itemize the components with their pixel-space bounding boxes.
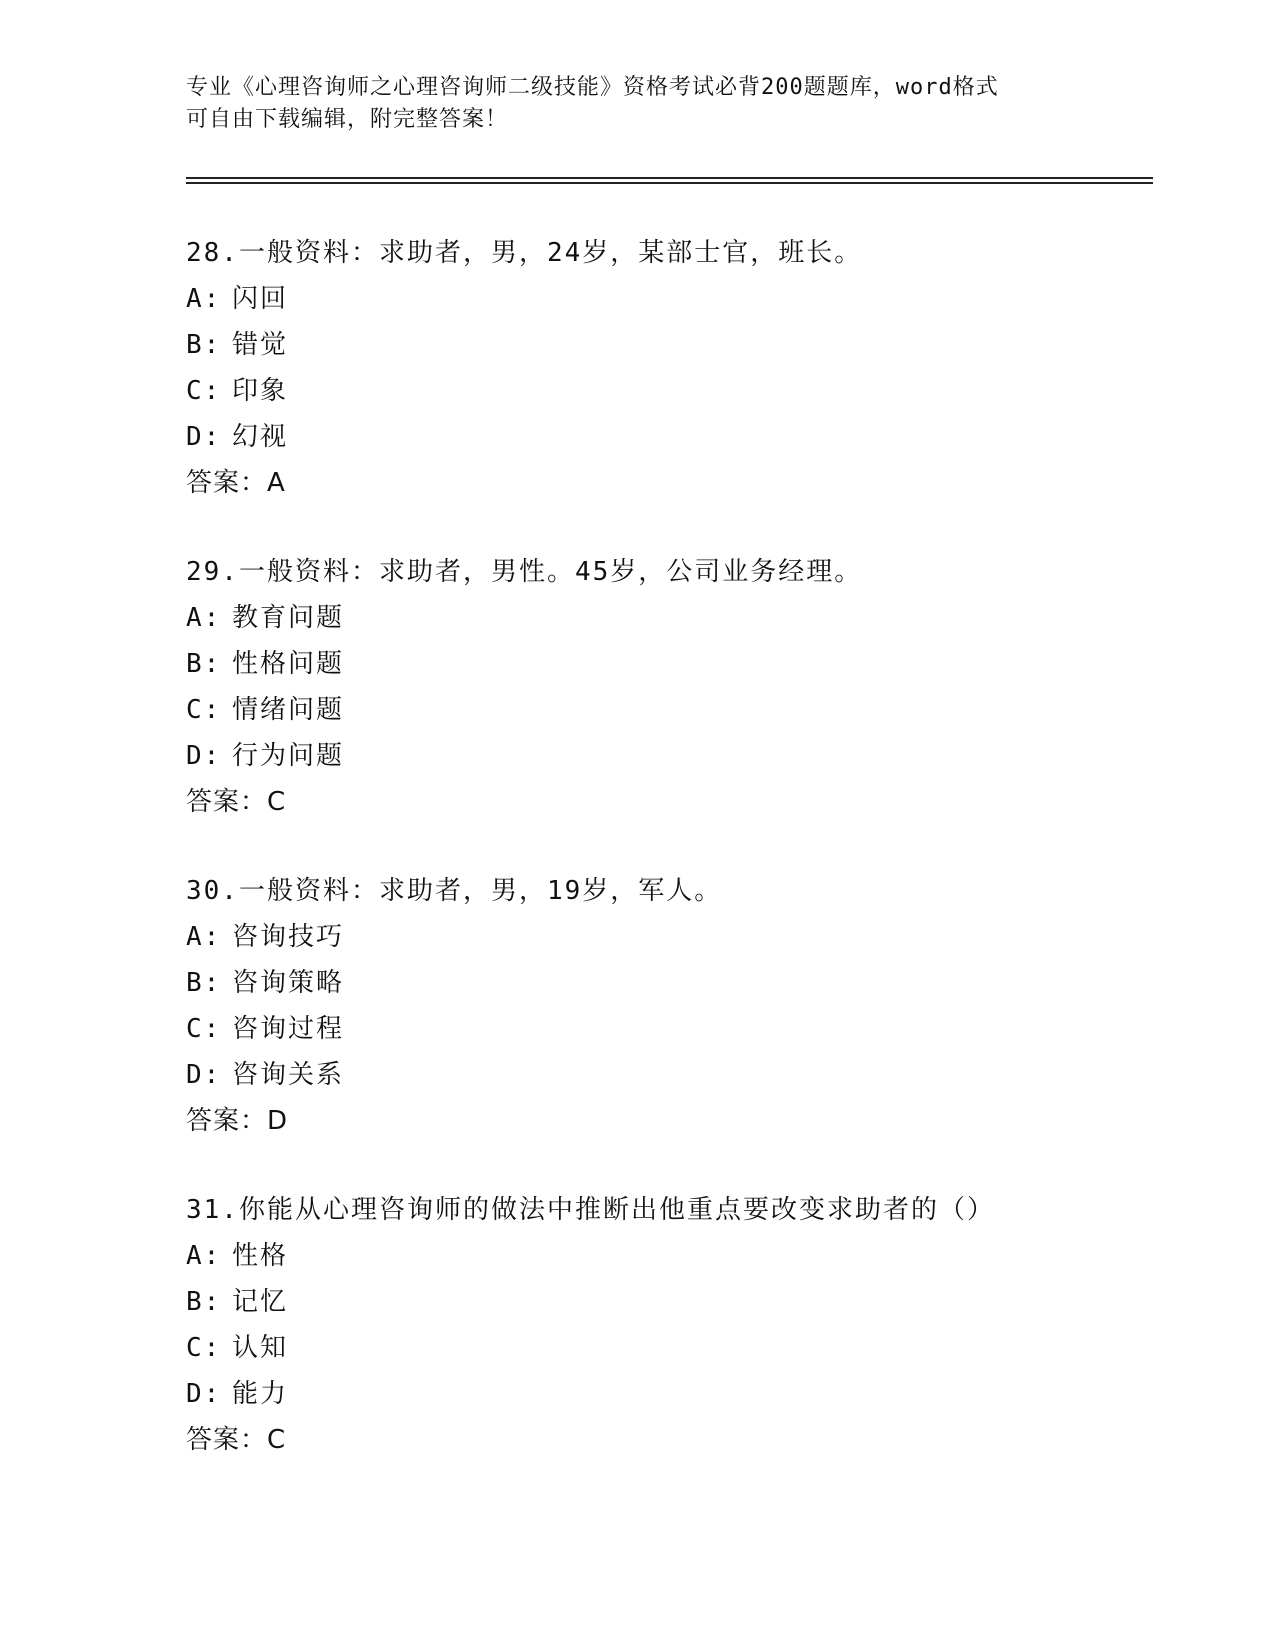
header-line-2: 可自由下载编辑，附完整答案！ — [186, 107, 509, 132]
option-letter: C: — [186, 695, 222, 725]
option-b — [186, 960, 1146, 1006]
option-text: 咨询技巧 — [232, 922, 345, 952]
answer-line: 答案：A — [186, 468, 286, 498]
option-text: 能力 — [232, 1379, 289, 1409]
option-text: 印象 — [232, 376, 289, 406]
option-text: 错觉 — [232, 330, 289, 360]
option-text: 教育问题 — [232, 603, 345, 633]
option-letter: B: — [186, 649, 222, 679]
option-d — [186, 1371, 1146, 1417]
option-c — [186, 1325, 1146, 1371]
option-d — [186, 414, 1146, 460]
option-text: 咨询过程 — [232, 1014, 345, 1044]
option-text: 性格 — [232, 1241, 289, 1271]
option-letter: D: — [186, 1060, 222, 1090]
option-text: 咨询策略 — [232, 968, 345, 998]
option-d — [186, 733, 1146, 779]
option-letter: A: — [186, 284, 222, 314]
question-stem: 29.一般资料：求助者，男性。45岁，公司业务经理。 — [186, 557, 863, 587]
question-stem: 28.一般资料：求助者，男，24岁，某部士官，班长。 — [186, 238, 863, 268]
question-30 — [186, 868, 1146, 1144]
option-a — [186, 1233, 1146, 1279]
option-text: 幻视 — [232, 422, 289, 452]
document-header — [186, 72, 1086, 136]
option-text: 性格问题 — [232, 649, 345, 679]
option-letter: D: — [186, 1379, 222, 1409]
option-letter: A: — [186, 1241, 222, 1271]
answer-line: 答案：C — [186, 1425, 287, 1455]
question-stem: 31.你能从心理咨询师的做法中推断出他重点要改变求助者的（） — [186, 1195, 995, 1225]
option-text: 情绪问题 — [232, 695, 345, 725]
option-b — [186, 641, 1146, 687]
option-letter: A: — [186, 603, 222, 633]
option-c — [186, 368, 1146, 414]
option-text: 闪回 — [232, 284, 289, 314]
question-29 — [186, 549, 1146, 825]
option-letter: D: — [186, 422, 222, 452]
option-b — [186, 322, 1146, 368]
option-text: 记忆 — [232, 1287, 289, 1317]
option-letter: B: — [186, 1287, 222, 1317]
option-a — [186, 595, 1146, 641]
option-a — [186, 276, 1146, 322]
header-line-1: 专业《心理咨询师之心理咨询师二级技能》资格考试必背200题题库，word格式 — [186, 75, 999, 100]
question-28 — [186, 230, 1146, 506]
option-b — [186, 1279, 1146, 1325]
option-letter: C: — [186, 1333, 222, 1363]
option-text: 咨询关系 — [232, 1060, 345, 1090]
answer-line: 答案：C — [186, 787, 287, 817]
option-letter: A: — [186, 922, 222, 952]
option-text: 行为问题 — [232, 741, 345, 771]
answer-line: 答案：D — [186, 1106, 289, 1136]
option-a — [186, 914, 1146, 960]
option-d — [186, 1052, 1146, 1098]
option-letter: C: — [186, 1014, 222, 1044]
option-c — [186, 687, 1146, 733]
option-letter: B: — [186, 330, 222, 360]
header-divider-bottom — [186, 182, 1153, 184]
option-letter: B: — [186, 968, 222, 998]
option-text: 认知 — [232, 1333, 289, 1363]
question-31 — [186, 1187, 1146, 1463]
header-divider-top — [186, 177, 1153, 179]
question-stem: 30.一般资料：求助者，男，19岁，军人。 — [186, 876, 723, 906]
option-letter: D: — [186, 741, 222, 771]
option-letter: C: — [186, 376, 222, 406]
option-c — [186, 1006, 1146, 1052]
